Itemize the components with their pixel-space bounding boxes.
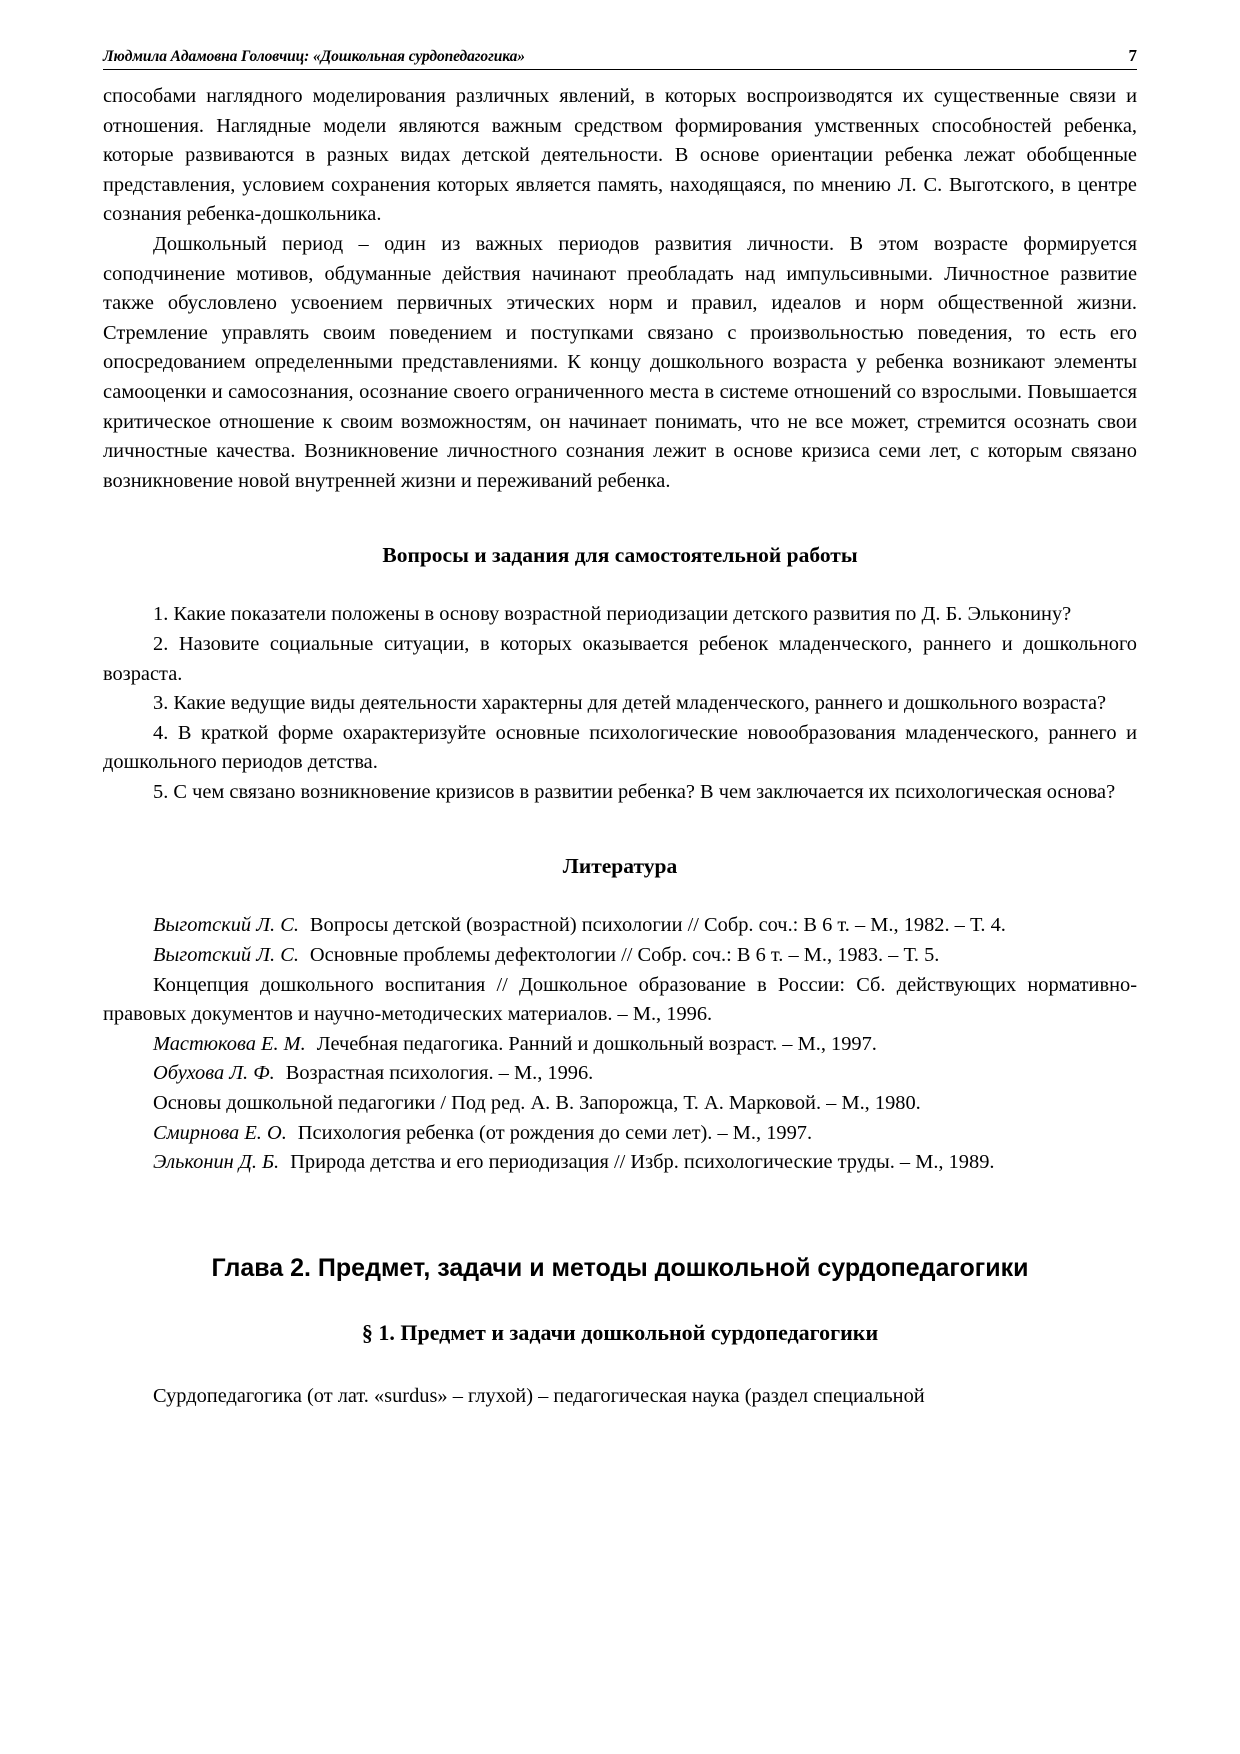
reference-entry: [103, 941, 1137, 971]
page-content: [103, 0, 1137, 1411]
question-item: 4. В краткой форме охарактеризуйте основные психологические новообразования младенческого, раннего и дошкольного периодов детства.: [103, 721, 1137, 774]
questions-heading: Вопросы и задания для самостоятельной работы: [382, 543, 858, 568]
reference-entry: [103, 971, 1137, 1030]
reference-title: Концепция дошкольного воспитания // Дошкольное образование в России: Сб. действующих нормативно-правовых документов и научно-методических материалов. – М., 1996.: [103, 973, 1137, 1026]
body-text-block: [103, 82, 1137, 496]
reference-author: Эльконин Д. Б.: [153, 1151, 280, 1174]
reference-title: Природа детства и его периодизация // Избр. психологические труды. – М., 1989.: [290, 1151, 995, 1174]
reference-author: Выготский Л. С.: [153, 914, 299, 937]
reference-entry: [103, 1059, 1137, 1089]
reference-title: Основные проблемы дефектологии // Собр. соч.: В 6 т. – М., 1983. – Т. 5.: [309, 944, 940, 967]
question-item: 2. Назовите социальные ситуации, в которых оказывается ребенок младенческого, раннего и дошкольного возраста.: [103, 632, 1137, 685]
reference-title: Вопросы детской (возрастной) психологии // Собр. соч.: В 6 т. – М., 1982. – Т. 4.: [309, 914, 1006, 937]
reference-title: Лечебная педагогика. Ранний и дошкольный возраст. – М., 1997.: [316, 1032, 877, 1055]
running-header-title: Людмила Адамовна Головчиц: «Дошкольная сурдопедагогика»: [103, 48, 525, 65]
questions-list: [103, 600, 1137, 807]
reference-entry: [103, 911, 1137, 941]
chapter-opening-paragraph: Сурдопедагогика (от лат. «surdus» – глухой) – педагогическая наука (раздел специальной: [153, 1384, 925, 1407]
question-item: 1. Какие показатели положены в основу возрастной периодизации детского развития по Д. Б. Эльконину?: [153, 603, 1072, 626]
reference-title: Основы дошкольной педагогики / Под ред. А. В. Запорожца, Т. А. Марковой. – М., 1980.: [153, 1092, 921, 1115]
reference-title: Возрастная психология. – М., 1996.: [285, 1062, 594, 1085]
literature-heading: Литература: [562, 854, 678, 879]
reference-entry: [103, 1119, 1137, 1149]
reference-author: Обухова Л. Ф.: [153, 1062, 275, 1085]
page-number: 7: [1128, 46, 1137, 65]
running-header: [103, 0, 1137, 66]
reference-title: Психология ребенка (от рождения до семи лет). – М., 1997.: [297, 1121, 813, 1144]
chapter-title: Глава 2. Предмет, задачи и методы дошкольной сурдопедагогики: [211, 1253, 1029, 1282]
reference-author: Выготский Л. С.: [153, 944, 299, 967]
chapter-body: [103, 1382, 1137, 1412]
reference-entry: [103, 1089, 1137, 1119]
reference-author: Смирнова Е. О.: [153, 1121, 287, 1144]
question-item: 3. Какие ведущие виды деятельности характерны для детей младенческого, раннего и дошкольного возраста?: [153, 692, 1107, 715]
reference-author: Мастюкова Е. М.: [153, 1032, 306, 1055]
reference-entry: [103, 1030, 1137, 1060]
paragraph-continued: способами наглядного моделирования различных явлений, в которых воспроизводятся их существенные связи и отношения. Наглядные модели являются важным средством формирования умственных способностей ребенка, которые развиваются в разных видах детской деятельности. В основе ориентации ребенка лежат обобщенные представления, условием сохранения которых является память, находящаяся, по мнению Л. С. Выготского, в центре сознания ребенка-дошкольника.: [103, 85, 1137, 226]
section-title: § 1. Предмет и задачи дошкольной сурдопедагогики: [361, 1319, 879, 1345]
reference-entry: [103, 1148, 1137, 1178]
paragraph-preschool-period: Дошкольный период – один из важных периодов развития личности. В этом возрасте формируется соподчинение мотивов, обдуманные действия начинают преобладать над импульсивными. Личностное развитие также обусловлено усвоением первичных этических норм и правил, идеалов и норм общественной жизни. Стремление управлять своим поведением и поступками связано с произвольностью поведения, то есть его опосредованием определенными представлениями. К концу дошкольного возраста у ребенка возникают элементы самооценки и самосознания, осознание своего ограниченного места в системе отношений со взрослыми. Повышается критическое отношение к своим возможностям, он начинает понимать, что не все может, стремится осознать свои личностные качества. Возникновение личностного сознания лежит в основе кризиса семи лет, с которым связано возникновение новой внутренней жизни и переживаний ребенка.: [103, 232, 1137, 492]
literature-list: [103, 911, 1137, 1177]
question-item: 5. С чем связано возникновение кризисов в развитии ребенка? В чем заключается их психологическая основа?: [153, 780, 1116, 803]
